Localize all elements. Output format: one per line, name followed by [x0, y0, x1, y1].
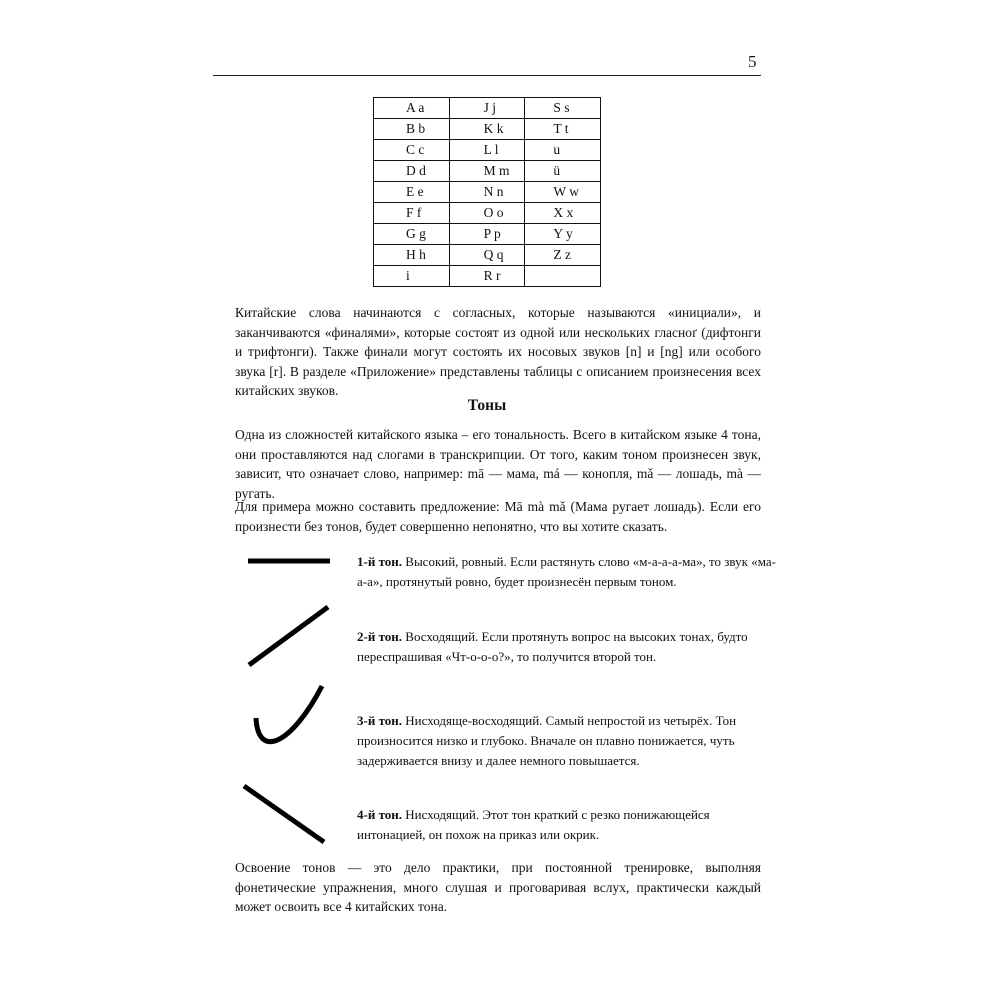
tones-paragraph-2 [213, 497, 761, 536]
table-cell: T t [525, 119, 601, 140]
table-cell: P p [449, 224, 525, 245]
tones-heading: Тоны [467, 397, 507, 414]
alphabet-table [373, 97, 601, 287]
intro-paragraph [213, 303, 761, 401]
table-cell: C c [374, 140, 450, 161]
tone-3-description [357, 711, 777, 771]
table-cell: i [374, 266, 450, 287]
table-cell: H h [374, 245, 450, 266]
third-tone-icon [248, 682, 328, 758]
table-cell: J j [449, 98, 525, 119]
table-cell: E e [374, 182, 450, 203]
tone-4-text: Нисходящий. Этот тон краткий с резко понижающейся интонацией, он похож на приказ или окрик. [357, 807, 710, 842]
tones-paragraph-2-text: Для примера можно составить предложение: Mā mà mǎ (Мама ругает лошадь). Если его произнести без тонов, будет совершенно непонятно, что вы хотите сказать. [235, 499, 761, 534]
first-tone-icon [246, 553, 332, 569]
table-cell: R r [449, 266, 525, 287]
table-cell: D d [374, 161, 450, 182]
table-cell [525, 266, 601, 287]
table-cell: Z z [525, 245, 601, 266]
table-cell: L l [449, 140, 525, 161]
table-cell: ü [525, 161, 601, 182]
tones-paragraph-1-text: Одна из сложностей китайского языка – его тональность. Всего в китайском языке 4 тона, они проставляются над слогами в транскрипции. От того, каким тоном произнесен звук, зависит, что означает слово, например: mā — мама, má — конопля, mǎ — лошадь, mà — ругать. [235, 427, 761, 501]
table-row [374, 266, 601, 287]
tones-paragraph-1 [213, 425, 761, 503]
table-cell: W w [525, 182, 601, 203]
table-cell: Q q [449, 245, 525, 266]
tone-1-label: 1-й тон. [357, 554, 403, 569]
tone-4-description [357, 805, 777, 845]
table-cell: M m [449, 161, 525, 182]
table-row [374, 140, 601, 161]
table-row [374, 182, 601, 203]
closing-paragraph-text: Освоение тонов — это дело практики, при постоянной тренировке, выполняя фонетические упражнения, много слушая и проговаривая вслух, практически каждый может освоить все 4 китайских тона. [235, 860, 761, 914]
tone-3-label: 3-й тон. [357, 713, 403, 728]
tone-1-description [357, 552, 777, 592]
table-cell: X x [525, 203, 601, 224]
table-row [374, 98, 601, 119]
second-tone-icon [244, 603, 334, 669]
table-cell: B b [374, 119, 450, 140]
table-cell: N n [449, 182, 525, 203]
table-cell: F f [374, 203, 450, 224]
tone-2-description [357, 627, 777, 667]
table-cell: S s [525, 98, 601, 119]
table-cell: K k [449, 119, 525, 140]
header-rule [213, 75, 761, 76]
closing-paragraph [213, 858, 761, 917]
fourth-tone-icon [240, 782, 330, 846]
table-row [374, 119, 601, 140]
table-row [374, 161, 601, 182]
tone-2-text: Восходящий. Если протянуть вопрос на высоких тонах, будто переспрашивая «Чт-о-о-о?», то получится второй тон. [357, 629, 748, 664]
table-row [374, 245, 601, 266]
table-cell: Y y [525, 224, 601, 245]
table-row [374, 224, 601, 245]
tone-2-label: 2-й тон. [357, 629, 403, 644]
table-cell: u [525, 140, 601, 161]
tone-4-label: 4-й тон. [357, 807, 403, 822]
intro-paragraph-text: Китайские слова начинаются с согласных, которые называются «инициали», и заканчиваются «финалями», которые состоят из одной или нескольких гласноґ (дифтонги и трифтонги). Также финали могут состоять их носовых звуков [n] и [ng] или особого звука [r]. В разделе «Приложение» представлены таблицы с описанием произнесения всех китайских звуков. [235, 305, 761, 398]
table-cell: A a [374, 98, 450, 119]
table-row [374, 203, 601, 224]
page-number: 5 [748, 52, 757, 71]
tone-3-text: Нисходяще-восходящий. Самый непростой из четырёх. Тон произносится низко и глубоко. Вначале он плавно понижается, чуть задерживается внизу и далее немного повышается. [357, 713, 737, 768]
tone-1-text: Высокий, ровный. Если растянуть слово «м-а-а-а-ма», то звук «ма-а-а», протянутый ровно, будет произнесён первым тоном. [357, 554, 776, 589]
table-cell: G g [374, 224, 450, 245]
table-cell: O o [449, 203, 525, 224]
